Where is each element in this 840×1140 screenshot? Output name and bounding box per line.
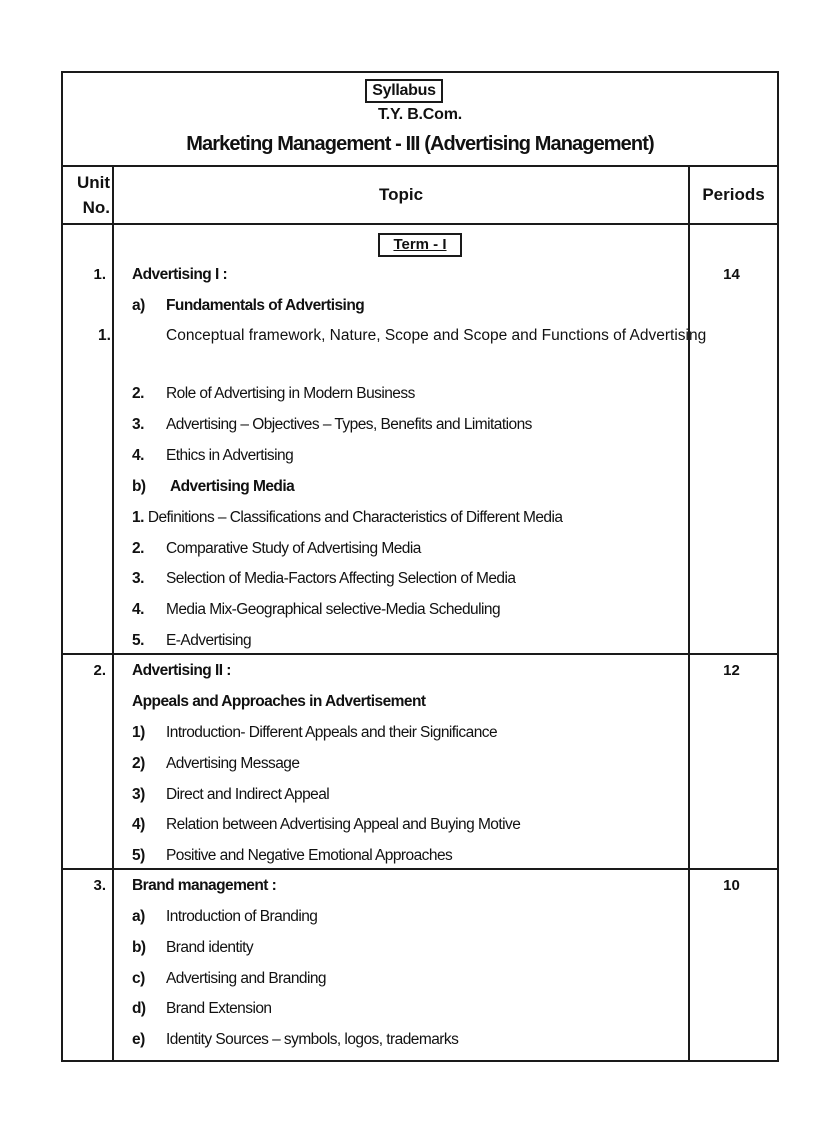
topic-marker: e)	[132, 1031, 145, 1048]
topic-marker: 2.	[132, 385, 144, 402]
topic-text: Conceptual framework, Nature, Scope and Scope and Functions of Advertising	[166, 327, 707, 344]
topic-marker: 4.	[132, 601, 144, 618]
topic-line	[132, 385, 688, 403]
topic-text: Brand identity	[166, 939, 254, 956]
topic-marker: 2)	[132, 755, 145, 772]
syllabus-badge: Syllabus	[365, 79, 443, 103]
unit-title: Brand management :	[132, 877, 277, 894]
topic-text: Advertising Media	[170, 478, 295, 495]
topic-text: Advertising and Branding	[166, 970, 326, 987]
topic-marker: a)	[132, 297, 145, 314]
topic-marker: d)	[132, 1000, 146, 1017]
topic-line	[132, 297, 688, 315]
title-block	[63, 73, 777, 167]
term-label: Term - I	[393, 236, 447, 253]
unit-title: Advertising II :	[132, 662, 231, 679]
topic-marker: b)	[132, 478, 146, 495]
topic-line	[132, 601, 688, 619]
topic-marker: 2.	[132, 540, 144, 557]
topic-marker: 4.	[132, 447, 144, 464]
topic-text: Comparative Study of Advertising Media	[166, 540, 421, 557]
topic-text: Advertising Message	[166, 755, 300, 772]
topic-marker: 3.	[132, 416, 144, 433]
unit-number: 3.	[93, 877, 106, 894]
unit-number: 1.	[93, 266, 106, 283]
course-name: T.Y. B.Com.	[377, 106, 463, 123]
topic-text: Advertising – Objectives – Types, Benefits and Limitations	[166, 416, 532, 433]
topic-line	[132, 755, 688, 773]
unit-title: Advertising I :	[132, 266, 228, 283]
column-header-unit	[63, 170, 110, 220]
topic-marker: c)	[132, 970, 145, 987]
term-badge	[378, 233, 462, 257]
topic-text: Fundamentals of Advertising	[166, 297, 365, 314]
topic-text: Selection of Media-Factors Affecting Selection of Media	[166, 570, 516, 587]
column-header-unit-line2: No.	[82, 198, 110, 217]
topic-line	[132, 540, 688, 558]
topic-line	[132, 847, 688, 865]
topic-line	[132, 478, 688, 496]
topic-marker: b)	[132, 939, 146, 956]
topic-line	[132, 509, 688, 527]
column-header-row	[63, 167, 777, 225]
topic-marker: a)	[132, 908, 145, 925]
unit-1-section	[63, 225, 777, 655]
unit-periods: 14	[723, 266, 740, 283]
unit-periods: 12	[723, 662, 740, 679]
topic-line	[132, 1031, 688, 1049]
topic-line	[132, 908, 688, 926]
topic-line	[132, 632, 688, 650]
topic-marker: 3)	[132, 786, 145, 803]
column-header-unit-line1: Unit	[76, 173, 110, 192]
topic-text: E-Advertising	[166, 632, 252, 649]
topic-text: Brand Extension	[166, 1000, 272, 1017]
unit-3-section	[63, 870, 777, 1060]
unit-subtitle: Appeals and Approaches in Advertisement	[132, 693, 426, 710]
topic-line	[132, 570, 688, 588]
topic-line	[132, 724, 688, 742]
topic-line	[132, 1000, 688, 1018]
column-header-periods: Periods	[702, 185, 765, 204]
topic-line	[132, 816, 688, 834]
topic-line	[132, 939, 688, 957]
topic-text: Introduction of Branding	[166, 908, 318, 925]
topic-line	[132, 447, 688, 465]
topic-line	[132, 416, 688, 434]
topic-text: Positive and Negative Emotional Approaches	[166, 847, 453, 864]
topic-marker: 1)	[132, 724, 145, 741]
topic-marker: 4)	[132, 816, 145, 833]
topic-text: Direct and Indirect Appeal	[166, 786, 330, 803]
topic-text: Introduction- Different Appeals and their Significance	[166, 724, 498, 741]
topic-marker: 1.	[98, 327, 111, 344]
syllabus-page	[61, 71, 779, 1062]
topic-text: Identity Sources – symbols, logos, trademarks	[166, 1031, 459, 1048]
column-header-topic: Topic	[378, 185, 424, 204]
topic-text: Role of Advertising in Modern Business	[166, 385, 415, 402]
unit-periods: 10	[723, 877, 740, 894]
topic-marker: 5.	[132, 632, 144, 649]
subject-title: Marketing Management - III (Advertising Management)	[186, 133, 654, 155]
topic-text: Definitions – Classifications and Characteristics of Different Media	[147, 509, 563, 526]
topic-line	[98, 323, 718, 349]
topic-marker: 1.	[132, 509, 144, 526]
topic-text: Media Mix-Geographical selective-Media Scheduling	[166, 601, 501, 618]
topic-text: Relation between Advertising Appeal and Buying Motive	[166, 816, 521, 833]
topic-marker: 5)	[132, 847, 145, 864]
unit-2-section	[63, 655, 777, 870]
topic-text: Ethics in Advertising	[166, 447, 294, 464]
topic-line	[132, 786, 688, 804]
unit-number: 2.	[93, 662, 106, 679]
topic-line	[132, 970, 688, 988]
topic-marker: 3.	[132, 570, 144, 587]
